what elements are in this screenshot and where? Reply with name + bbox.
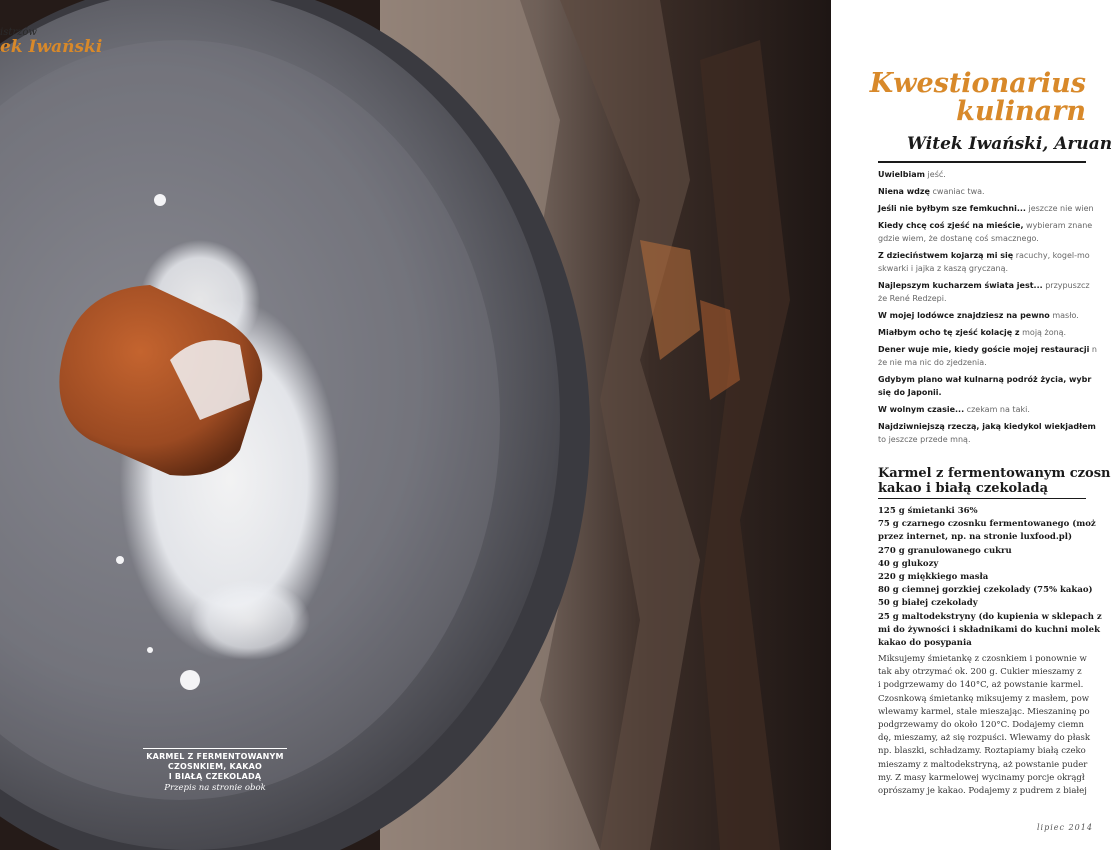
answer: przypuszcz xyxy=(1042,281,1090,290)
question: Z dzieciństwem kojarzą mi się xyxy=(878,251,1014,260)
answer: jeść. xyxy=(925,170,946,179)
text-page xyxy=(831,0,1112,850)
question: W wolnym czasie... xyxy=(878,405,965,414)
ingredient-list xyxy=(878,505,1102,650)
recipe-title-line: kakao i białą czekoladą xyxy=(878,481,1049,496)
page-title-line: kulinarn xyxy=(956,96,1086,127)
answer: jeszcze nie wien xyxy=(1025,204,1094,213)
recipe-title-line: Karmel z fermentowanym czosn xyxy=(878,466,1111,481)
qa-item xyxy=(878,168,1086,181)
answer: moją żoną. xyxy=(1019,328,1067,337)
ingredient: 25 g maltodekstryny (do kupienia w sklepach z xyxy=(878,611,1102,622)
section-kicker: istrzów xyxy=(0,27,37,38)
questionnaire xyxy=(878,168,1097,450)
method-line: dę, mieszamy, aż się rozpuści. Wlewamy do płask xyxy=(878,733,1091,744)
qa-item xyxy=(878,219,1093,245)
page-subtitle: Witek Iwański, Aruan xyxy=(907,134,1112,154)
ingredient: 270 g granulowanego cukru xyxy=(878,545,1012,556)
answer: wybieram znane xyxy=(1023,221,1093,230)
qa-item xyxy=(878,185,1086,198)
ingredient: 50 g białej czekolady xyxy=(878,598,978,609)
answer: racuchy, kogel-mo xyxy=(1013,251,1090,260)
qa-item xyxy=(878,309,1086,322)
answer: masło. xyxy=(1049,311,1079,320)
caption-line: I BIAŁĄ CZEKOLADĄ xyxy=(168,772,262,781)
question: W mojej lodówce znajdziesz na pewno xyxy=(878,311,1050,320)
page-title xyxy=(870,70,1086,126)
question: Kiedy chcę coś zjeść na mieście, xyxy=(878,221,1024,230)
photo-caption xyxy=(143,748,287,794)
question: Najlepszym kucharzem świata jest... xyxy=(878,281,1043,290)
answer-continued: że nie ma nic do zjedzenia. xyxy=(878,358,987,367)
qa-item xyxy=(878,326,1086,339)
question: Uwielbiam xyxy=(878,170,925,179)
answer-continued: się do Japonii. xyxy=(878,388,942,397)
qa-item xyxy=(878,249,1090,275)
ingredient: przez internet, np. na stronie luxfood.pl) xyxy=(878,532,1072,543)
method-line: oprószamy je kakao. Podajemy z pudrem z białej xyxy=(878,786,1087,797)
ingredient: mi do żywności i składnikami do kuchni molek xyxy=(878,624,1100,635)
caption-note: Przepis na stronie obok xyxy=(164,783,266,793)
caption-line: CZOSNKIEM, KAKAO xyxy=(167,762,263,771)
method-line: mieszamy z maltodekstryną, aż powstanie puder xyxy=(878,759,1088,770)
method-line: Czosnkową śmietankę miksujemy z masłem, pow xyxy=(878,693,1090,704)
method-line: my. Z masy karmelowej wycinamy porcje okrągł xyxy=(878,772,1085,783)
qa-item xyxy=(878,373,1092,399)
question: Najdziwniejszą rzeczą, jaką kiedykol wiekjadłem xyxy=(878,422,1096,431)
method-line: podgrzewamy do około 120°C. Dodajemy ciemn xyxy=(878,720,1084,731)
issue-date: lipiec 2014 xyxy=(1037,823,1093,832)
ingredient: 75 g czarnego czosnku fermentowanego (moż xyxy=(878,519,1096,530)
ingredient: 125 g śmietanki 36% xyxy=(878,506,978,516)
answer-continued: to jeszcze przede mną. xyxy=(878,435,971,444)
question: Niena wdzę xyxy=(878,187,930,196)
ingredient: kakao do posypania xyxy=(878,638,972,649)
question: Miałbym ocho tę zjeść kolację z xyxy=(878,328,1020,337)
method-line: np. blaszki, schładzamy. Roztapiamy białą czeko xyxy=(878,746,1086,757)
ingredient: 220 g miękkiego masła xyxy=(878,572,989,583)
qa-item xyxy=(878,343,1097,369)
divider xyxy=(878,498,1086,499)
question: Jeśli nie byłbym sze femkuchni... xyxy=(878,204,1026,213)
chef-name: ek Iwański xyxy=(0,37,103,57)
method-line: Miksujemy śmietankę z czosnkiem i ponownie w xyxy=(878,654,1087,664)
question: Gdybym plano wał kulnarną podróż życia, wybr xyxy=(878,375,1092,384)
qa-item xyxy=(878,420,1096,446)
ingredient: 40 g glukozy xyxy=(878,558,939,569)
answer: cwaniac twa. xyxy=(929,187,985,196)
qa-item xyxy=(878,202,1094,215)
page-title-line: Kwestionarius xyxy=(869,68,1086,99)
answer: czekam na taki. xyxy=(964,405,1030,414)
qa-item xyxy=(878,403,1086,416)
method-line: wlewamy karmel, stale mieszając. Mieszaninę po xyxy=(878,706,1090,717)
method-line: tak aby otrzymać ok. 200 g. Cukier mieszamy z xyxy=(878,667,1082,678)
question: Dener wuje mie, kiedy goście mojej restauracji xyxy=(878,345,1090,354)
ingredient: 80 g ciemnej gorzkiej czekolady (75% kakao) xyxy=(878,585,1093,596)
answer-continued: że René Redzepi. xyxy=(878,294,947,303)
answer-continued: gdzie wiem, że dostanę coś smacznego. xyxy=(878,234,1039,243)
method-line: i podgrzewamy do 140°C, aż powstanie karmel. xyxy=(878,680,1084,691)
answer-continued: skwarki i jajka z kaszą gryczaną. xyxy=(878,264,1009,273)
recipe-method xyxy=(878,653,1091,798)
recipe-title xyxy=(878,466,1111,496)
qa-item xyxy=(878,279,1090,305)
answer: n xyxy=(1089,345,1097,354)
caption-line: KARMEL Z FERMENTOWANYM xyxy=(146,752,284,761)
divider xyxy=(878,161,1086,163)
